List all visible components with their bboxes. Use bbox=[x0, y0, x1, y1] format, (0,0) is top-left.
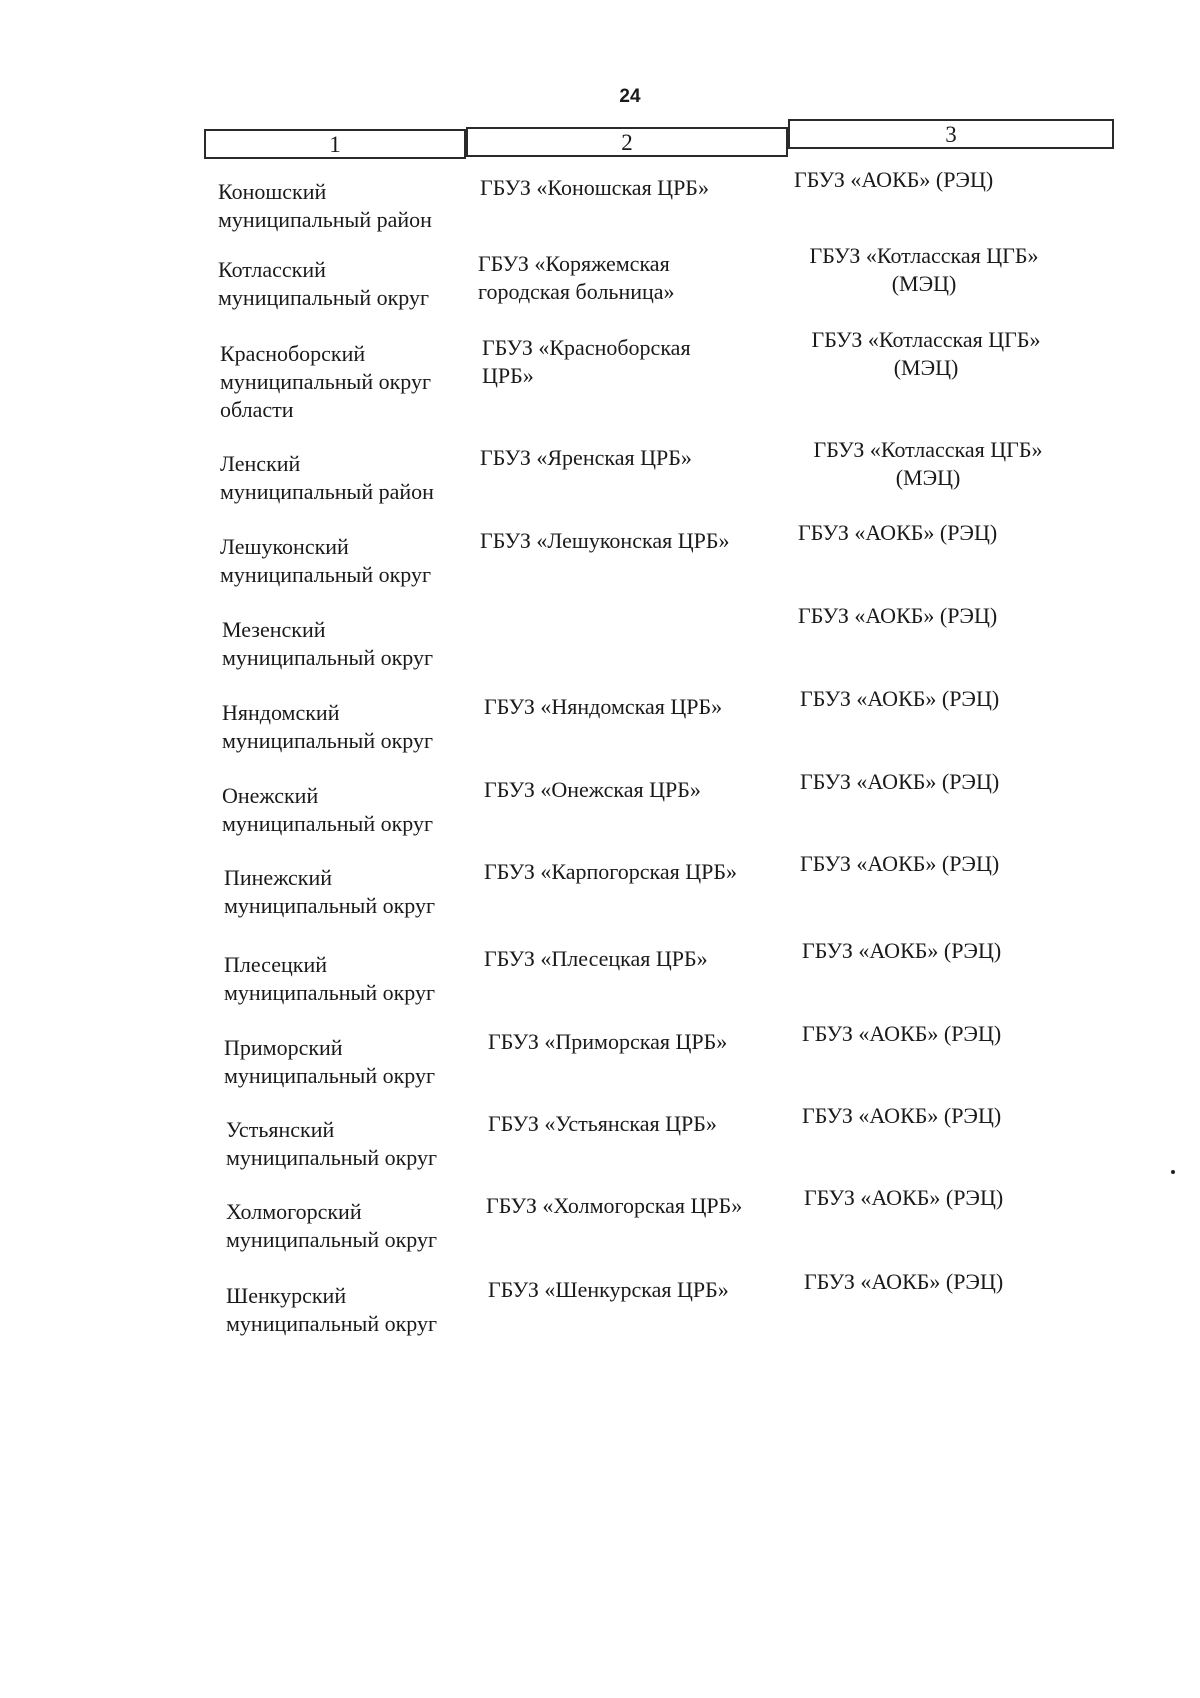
table-row bbox=[0, 1103, 1200, 1186]
district-cell: Коношский муниципальный район bbox=[218, 179, 432, 232]
table-row bbox=[0, 520, 1200, 603]
district-cell: Красноборский муниципальный округ области bbox=[220, 341, 432, 422]
district-cell: Котласский муниципальный округ bbox=[218, 257, 430, 310]
hospital-cell: ГБУЗ «Онежская ЦРБ» bbox=[484, 777, 701, 802]
center-cell: ГБУЗ «АОКБ» (РЭЦ) bbox=[798, 603, 998, 628]
page-number: 24 bbox=[619, 86, 641, 107]
hospital-cell: ГБУЗ «Красноборская ЦРБ» bbox=[482, 335, 691, 388]
hospital-cell: ГБУЗ «Плесецкая ЦРБ» bbox=[484, 946, 708, 971]
table-row bbox=[0, 603, 1200, 686]
center-cell: ГБУЗ «АОКБ» (РЭЦ) bbox=[802, 938, 1002, 963]
district-cell: Пинежский муниципальный округ bbox=[224, 865, 436, 918]
center-cell: ГБУЗ «АОКБ» (РЭЦ) bbox=[800, 769, 1000, 794]
scan-speck bbox=[1171, 1170, 1175, 1174]
table-row bbox=[0, 1269, 1200, 1352]
district-cell: Устьянский муниципальный округ bbox=[226, 1117, 438, 1170]
district-cell: Лешуконский муниципальный округ bbox=[220, 534, 432, 587]
hospital-cell: ГБУЗ «Яренская ЦРБ» bbox=[480, 445, 692, 470]
district-cell: Холмогорский муниципальный округ bbox=[226, 1199, 438, 1252]
center-cell: ГБУЗ «АОКБ» (РЭЦ) bbox=[802, 1103, 1002, 1128]
center-cell: ГБУЗ «Котласская ЦГБ» (МЭЦ) bbox=[811, 327, 1041, 380]
district-cell: Шенкурский муниципальный округ bbox=[226, 1283, 438, 1336]
table-row bbox=[0, 437, 1200, 520]
table-row bbox=[0, 686, 1200, 769]
hospital-cell: ГБУЗ «Приморская ЦРБ» bbox=[488, 1029, 728, 1054]
table-row bbox=[0, 1021, 1200, 1104]
center-cell: ГБУЗ «Котласская ЦГБ» (МЭЦ) bbox=[809, 243, 1039, 296]
center-cell: ГБУЗ «АОКБ» (РЭЦ) bbox=[798, 520, 998, 545]
district-cell: Онежский муниципальный округ bbox=[222, 783, 434, 836]
hospital-cell: ГБУЗ «Устьянская ЦРБ» bbox=[488, 1111, 717, 1136]
hospital-cell: ГБУЗ «Холмогорская ЦРБ» bbox=[486, 1193, 743, 1218]
hospital-cell: ГБУЗ «Коношская ЦРБ» bbox=[480, 175, 709, 200]
district-cell: Плесецкий муниципальный округ bbox=[224, 952, 436, 1005]
hospital-cell: ГБУЗ «Карпогорская ЦРБ» bbox=[484, 859, 738, 884]
table-row bbox=[0, 769, 1200, 852]
center-cell: ГБУЗ «АОКБ» (РЭЦ) bbox=[804, 1269, 1004, 1294]
table-row bbox=[0, 1185, 1200, 1268]
header-col-1: 1 bbox=[204, 129, 466, 159]
table-row bbox=[0, 851, 1200, 934]
table-row bbox=[0, 243, 1200, 326]
header-col-3: 3 bbox=[788, 119, 1114, 149]
header-col-2: 2 bbox=[466, 127, 788, 157]
table-row bbox=[0, 327, 1200, 422]
center-cell: ГБУЗ «АОКБ» (РЭЦ) bbox=[800, 851, 1000, 876]
hospital-cell: ГБУЗ «Няндомская ЦРБ» bbox=[484, 694, 723, 719]
district-cell: Ленский муниципальный район bbox=[220, 451, 434, 504]
center-cell: ГБУЗ «АОКБ» (РЭЦ) bbox=[800, 686, 1000, 711]
center-cell: ГБУЗ «АОКБ» (РЭЦ) bbox=[804, 1185, 1004, 1210]
hospital-cell: ГБУЗ «Коряжемская городская больница» bbox=[478, 251, 675, 304]
table-row bbox=[0, 938, 1200, 1021]
table-row bbox=[0, 167, 1200, 248]
district-cell: Приморский муниципальный округ bbox=[224, 1035, 436, 1088]
district-cell: Мезенский муниципальный округ bbox=[222, 617, 434, 670]
center-cell: ГБУЗ «Котласская ЦГБ» (МЭЦ) bbox=[813, 437, 1043, 490]
center-cell: ГБУЗ «АОКБ» (РЭЦ) bbox=[794, 167, 994, 192]
hospital-cell: ГБУЗ «Шенкурская ЦРБ» bbox=[488, 1277, 729, 1302]
district-cell: Няндомский муниципальный округ bbox=[222, 700, 434, 753]
center-cell: ГБУЗ «АОКБ» (РЭЦ) bbox=[802, 1021, 1002, 1046]
hospital-cell: ГБУЗ «Лешуконская ЦРБ» bbox=[480, 528, 730, 553]
